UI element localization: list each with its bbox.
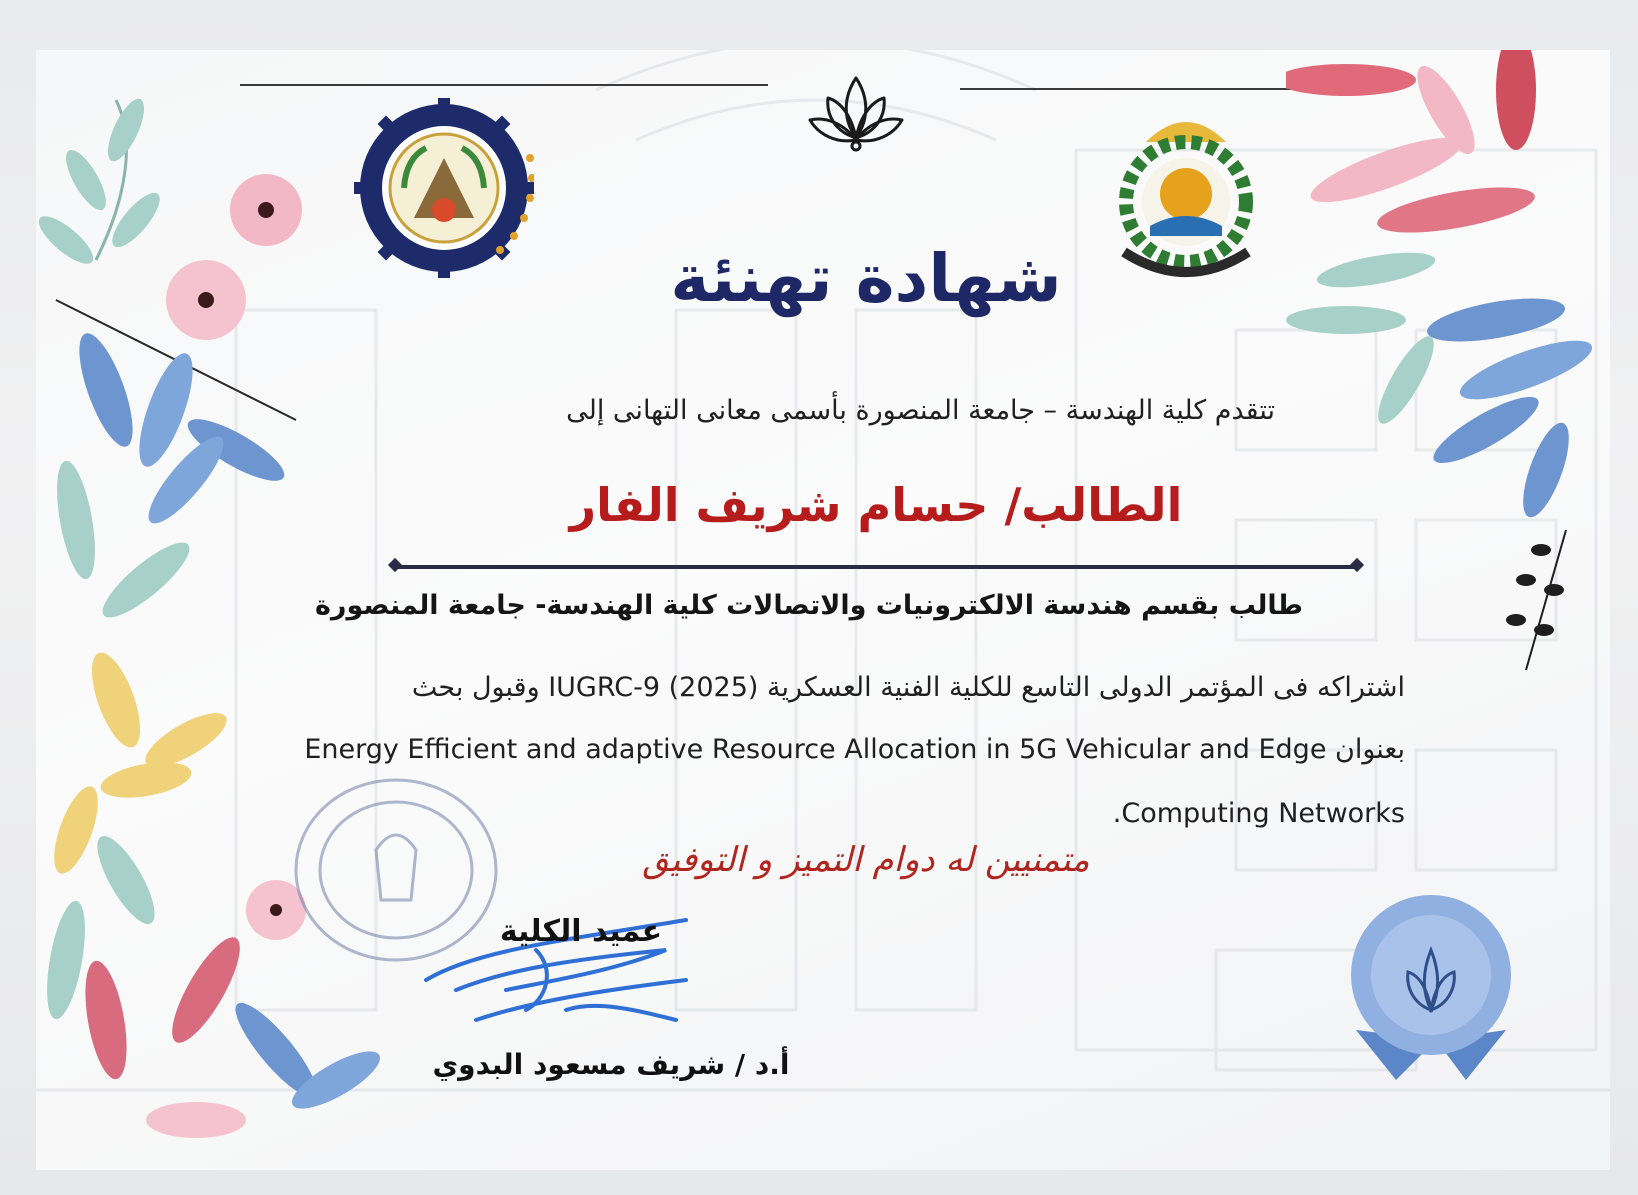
certificate-title: شهادة تهنئة bbox=[670, 240, 1062, 317]
student-underline bbox=[396, 565, 1356, 569]
dean-title: عميد الكلية bbox=[499, 914, 663, 949]
wishes-line: متمنيين له دوام التميز و التوفيق bbox=[642, 840, 1090, 880]
certificate bbox=[36, 50, 1610, 1170]
student-name: الطالب/ حسام شريف الفار bbox=[569, 478, 1183, 532]
dean-name: أ.د / شريف مسعود البدوي bbox=[432, 1048, 790, 1081]
body-line-2: بعنوان Energy Efficient and adaptive Resource Allocation in 5G Vehicular and Edge bbox=[304, 734, 1405, 765]
body-line-1: اشتراكه فى المؤتمر الدولى التاسع للكلية الفنية العسكرية (2025) IUGRC-9 وقبول بحث bbox=[411, 672, 1405, 703]
lotus-icon bbox=[806, 68, 906, 154]
body-line-3: Computing Networks. bbox=[1112, 798, 1405, 829]
award-rosette-icon bbox=[1326, 880, 1536, 1110]
department-line: طالب بقسم هندسة الالكترونيات والاتصالات كلية الهندسة- جامعة المنصورة bbox=[314, 590, 1303, 621]
university-seal-logo bbox=[1106, 102, 1266, 292]
intro-line: تتقدم كلية الهندسة – جامعة المنصورة بأسمى معانى التهانى إلى bbox=[566, 395, 1275, 426]
floral-decoration-right bbox=[1286, 50, 1610, 670]
